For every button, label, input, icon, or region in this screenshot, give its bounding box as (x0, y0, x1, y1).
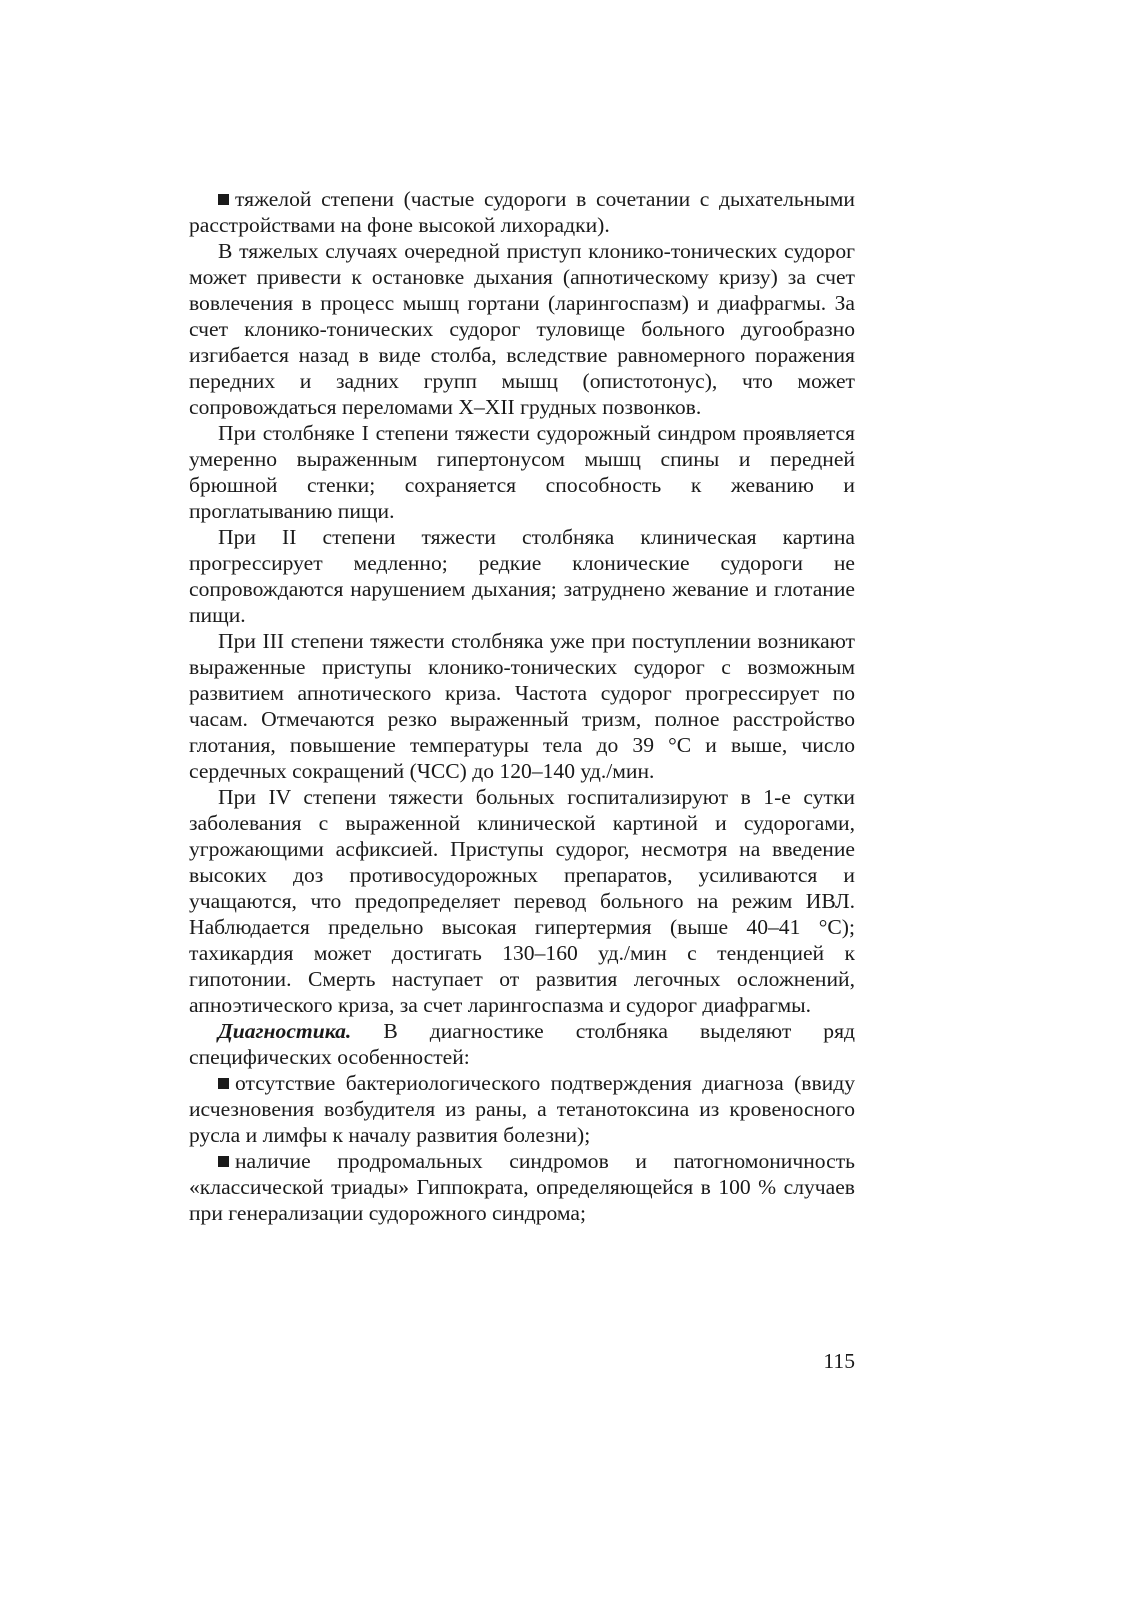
paragraph-text: отсутствие бактериологического подтверждения диагноза (ввиду исчезновения возбудителя из раны, а тетанотоксина из кровеносного русла и лимфы к началу развития болезни); (189, 1071, 855, 1147)
square-bullet-icon (218, 194, 229, 205)
paragraph-text: наличие продромальных синдромов и патогномоничность «классической триады» Гиппократа, определяющейся в 100 % случаев при генерализации судорожного синдрома; (189, 1149, 855, 1225)
square-bullet-icon (218, 1078, 229, 1089)
bullet-paragraph (189, 1070, 855, 1148)
section-lead-term: Диагностика. (218, 1019, 352, 1043)
page-number: 115 (823, 1349, 855, 1373)
bullet-paragraph (189, 1148, 855, 1226)
paragraph: В тяжелых случаях очередной приступ клонико-тонических судорог может привести к остановке дыхания (апнотическому кризу) за счет вовлечения в процесс мышц гортани (ларингоспазм) и диафрагмы. За счет клонико-тонических судорог туловище больного дугообразно изгибается назад в виде столба, вследствие равномерного поражения передних и задних групп мышц (опистотонус), что может сопровождаться переломами X–XII грудных позвонков. (189, 239, 855, 419)
paragraph-text: тяжелой степени (частые судороги в сочетании с дыхательными расстройствами на фоне высокой лихорадки). (189, 187, 855, 237)
paragraph-text: В диагностике столбняка выделяют ряд специфических особенностей: (189, 1019, 855, 1069)
page-body (189, 186, 855, 1226)
square-bullet-icon (218, 1156, 229, 1167)
paragraph: При столбняке I степени тяжести судорожный синдром проявляется умеренно выраженным гипертонусом мышц спины и передней брюшной стенки; сохраняется способность к жеванию и проглатыванию пищи. (189, 421, 855, 523)
paragraph: При II степени тяжести столбняка клиническая картина прогрессирует медленно; редкие клонические судороги не сопровождаются нарушением дыхания; затруднено жевание и глотание пищи. (189, 525, 855, 627)
paragraph: При III степени тяжести столбняка уже при поступлении возникают выраженные приступы клонико-тонических судорог с возможным развитием апнотического криза. Частота судорог прогрессирует по часам. Отмечаются резко выраженный тризм, полное расстройство глотания, повышение температуры тела до 39 °С и выше, число сердечных сокращений (ЧСС) до 120–140 уд./мин. (189, 629, 855, 783)
diagnostics-paragraph (189, 1018, 855, 1070)
bullet-paragraph (189, 186, 855, 238)
paragraph: При IV степени тяжести больных госпитализируют в 1-е сутки заболевания с выраженной клинической картиной и судорогами, угрожающими асфиксией. Приступы судорог, несмотря на введение высоких доз противосудорожных препаратов, усиливаются и учащаются, что предопределяет перевод больного на режим ИВЛ. Наблюдается предельно высокая гипертермия (выше 40–41 °С); тахикардия может достигать 130–160 уд./мин с тенденцией к гипотонии. Смерть наступает от развития легочных осложнений, апноэтического криза, за счет ларингоспазма и судорог диафрагмы. (189, 785, 855, 1017)
